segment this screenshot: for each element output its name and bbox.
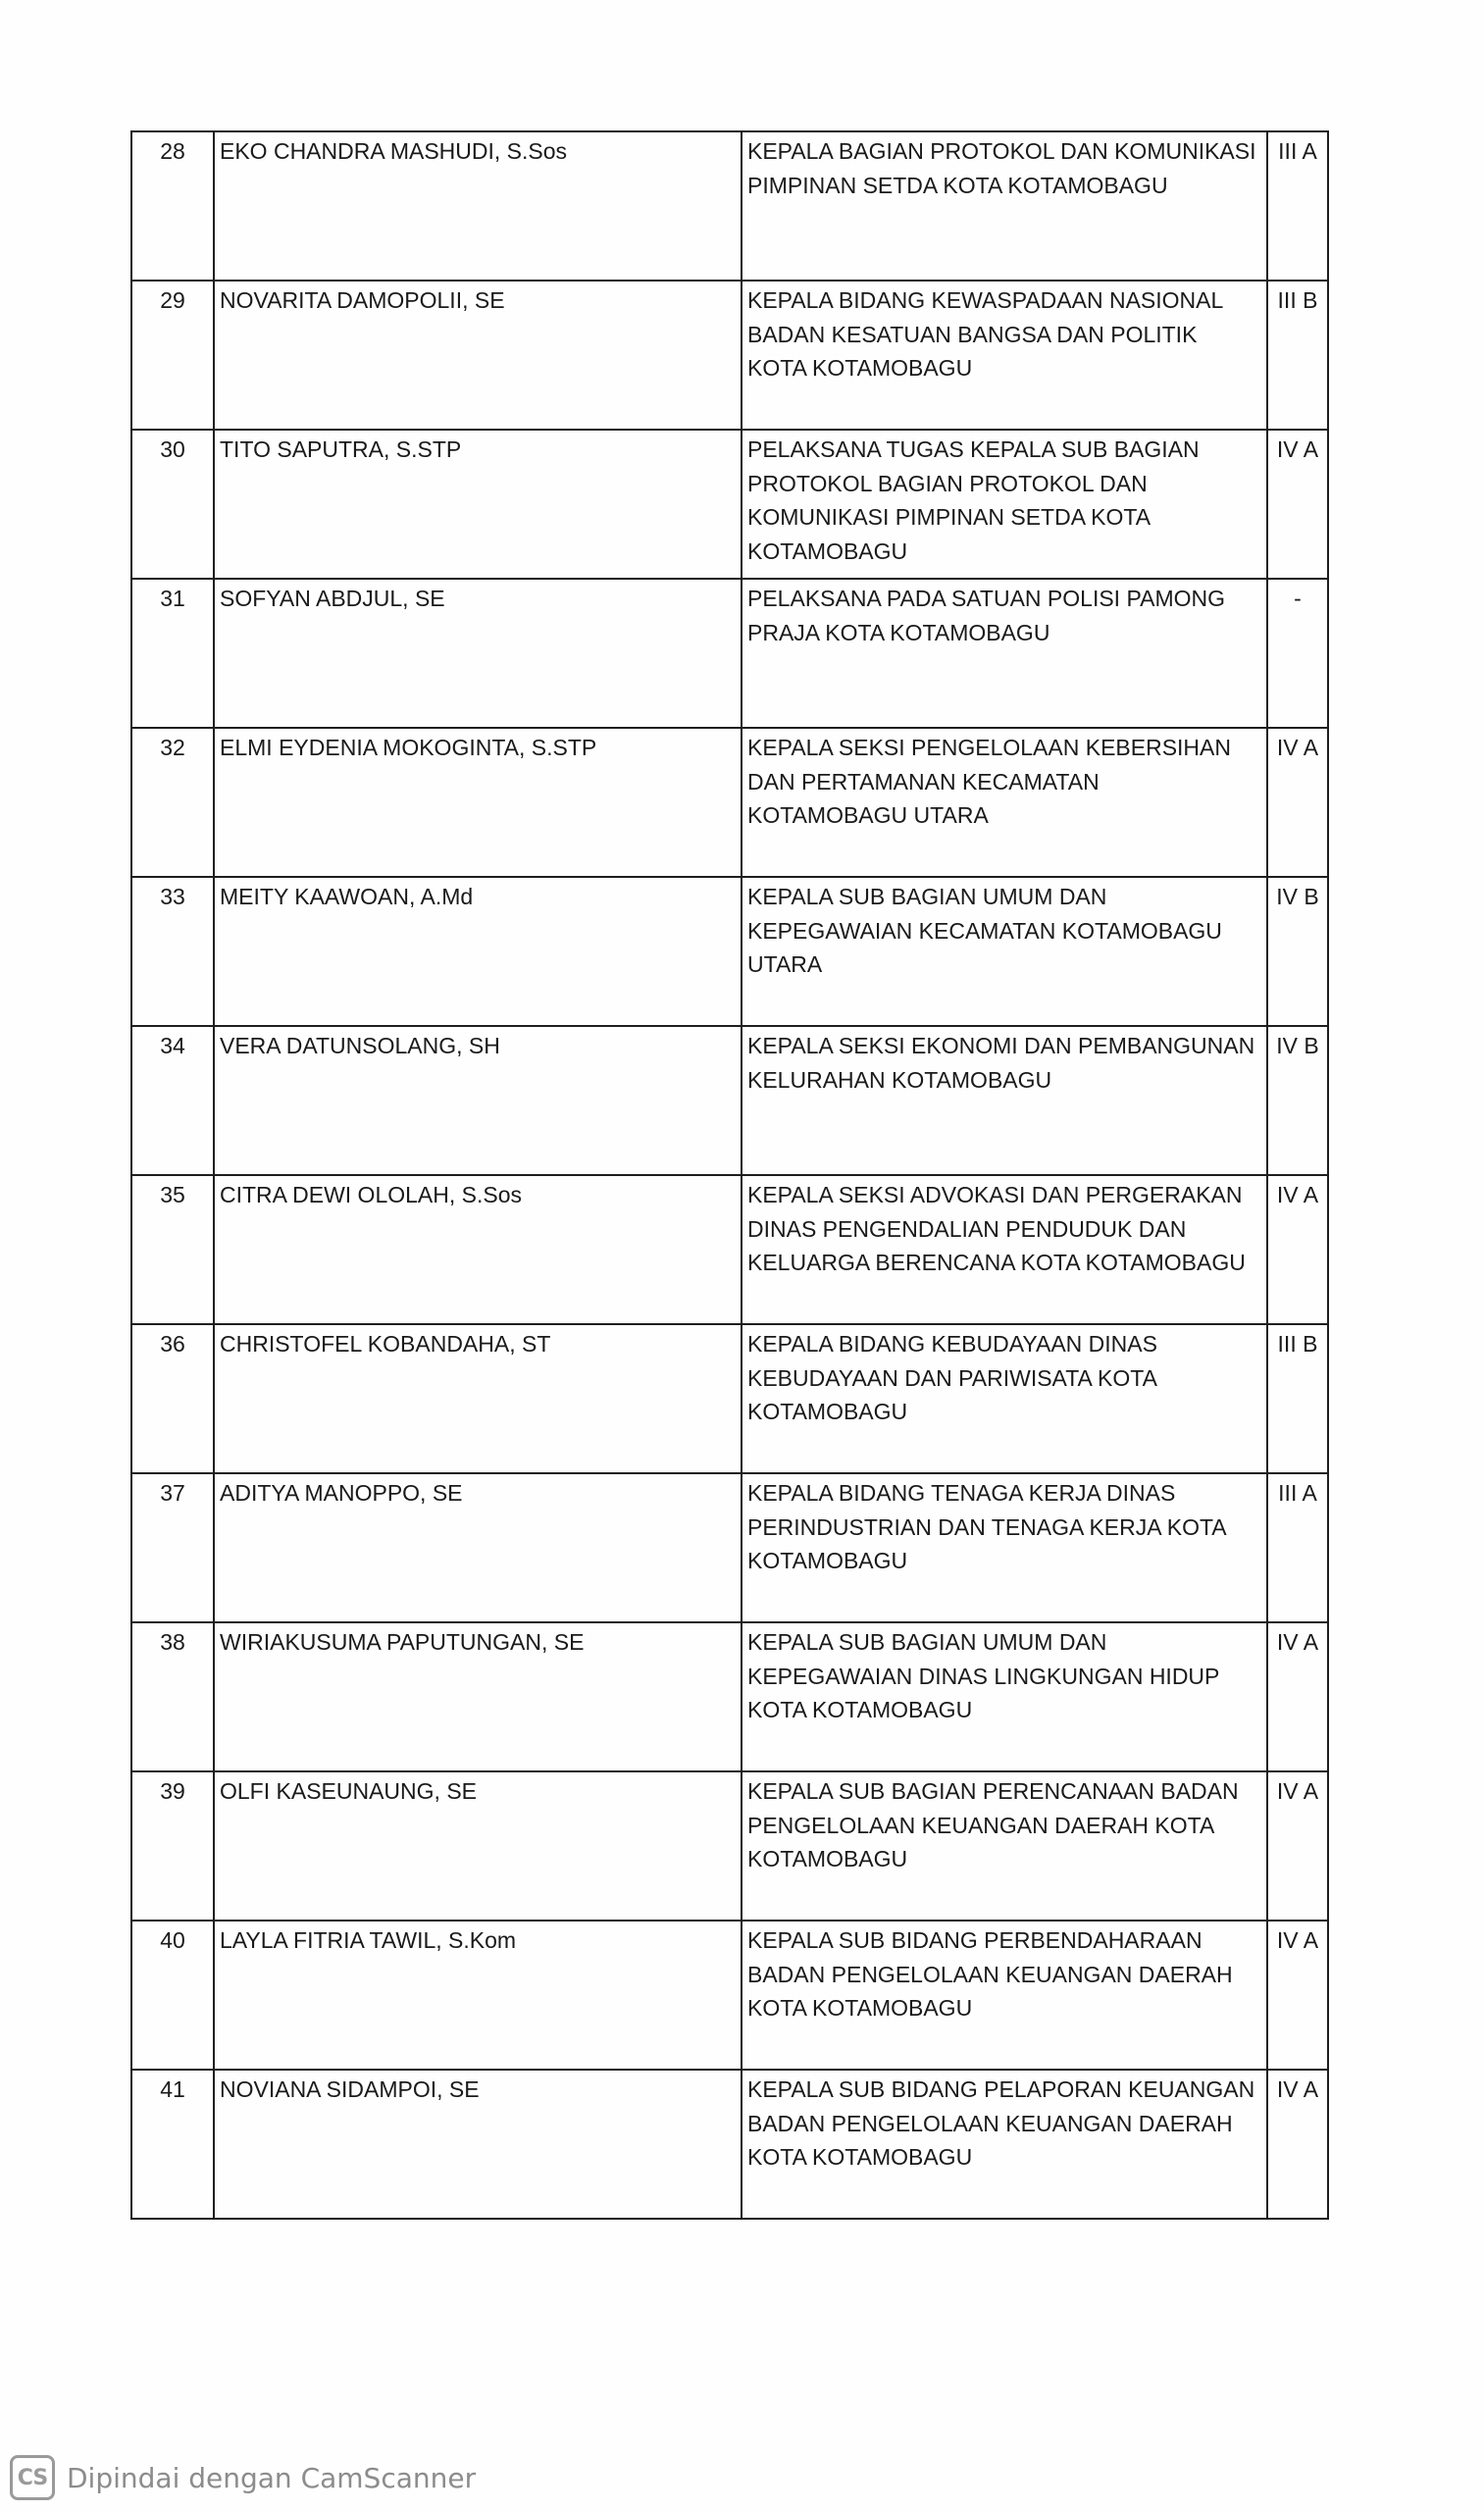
- position-title: KEPALA SUB BAGIAN UMUM DAN KEPEGAWAIAN KECAMATAN KOTAMOBAGU UTARA: [742, 877, 1267, 1026]
- employee-name: CITRA DEWI OLOLAH, S.Sos: [214, 1175, 742, 1324]
- row-number: 29: [131, 281, 214, 430]
- rank-grade: IV B: [1267, 1026, 1328, 1175]
- rank-grade: IV A: [1267, 1771, 1328, 1921]
- employee-name: EKO CHANDRA MASHUDI, S.Sos: [214, 131, 742, 281]
- rank-grade: IV A: [1267, 430, 1328, 579]
- table-row: [131, 1324, 1328, 1473]
- table-row: [131, 579, 1328, 728]
- employee-name: VERA DATUNSOLANG, SH: [214, 1026, 742, 1175]
- row-number: 38: [131, 1622, 214, 1771]
- table-row: [131, 1622, 1328, 1771]
- position-title: KEPALA BIDANG TENAGA KERJA DINAS PERINDUSTRIAN DAN TENAGA KERJA KOTA KOTAMOBAGU: [742, 1473, 1267, 1622]
- scanner-credit-text: Dipindai dengan CamScanner: [67, 2461, 477, 2494]
- employee-name: TITO SAPUTRA, S.STP: [214, 430, 742, 579]
- position-title: KEPALA BIDANG KEBUDAYAAN DINAS KEBUDAYAAN DAN PARIWISATA KOTA KOTAMOBAGU: [742, 1324, 1267, 1473]
- row-number: 28: [131, 131, 214, 281]
- position-title: KEPALA SEKSI ADVOKASI DAN PERGERAKAN DINAS PENGENDALIAN PENDUDUK DAN KELUARGA BERENCANA KOTA KOTAMOBAGU: [742, 1175, 1267, 1324]
- table-row: [131, 281, 1328, 430]
- camscanner-watermark: [10, 2450, 476, 2505]
- row-number: 41: [131, 2070, 214, 2219]
- rank-grade: III A: [1267, 131, 1328, 281]
- row-number: 37: [131, 1473, 214, 1622]
- table-row: [131, 430, 1328, 579]
- row-number: 39: [131, 1771, 214, 1921]
- rank-grade: III B: [1267, 281, 1328, 430]
- rank-grade: IV A: [1267, 1175, 1328, 1324]
- employee-name: ADITYA MANOPPO, SE: [214, 1473, 742, 1622]
- employee-name: OLFI KASEUNAUNG, SE: [214, 1771, 742, 1921]
- position-title: KEPALA BIDANG KEWASPADAAN NASIONAL BADAN KESATUAN BANGSA DAN POLITIK KOTA KOTAMOBAGU: [742, 281, 1267, 430]
- employee-name: WIRIAKUSUMA PAPUTUNGAN, SE: [214, 1622, 742, 1771]
- table-row: [131, 728, 1328, 877]
- row-number: 36: [131, 1324, 214, 1473]
- employee-name: LAYLA FITRIA TAWIL, S.Kom: [214, 1921, 742, 2070]
- row-number: 35: [131, 1175, 214, 1324]
- employee-name: ELMI EYDENIA MOKOGINTA, S.STP: [214, 728, 742, 877]
- employee-name: NOVIANA SIDAMPOI, SE: [214, 2070, 742, 2219]
- rank-grade: IV A: [1267, 2070, 1328, 2219]
- rank-grade: IV A: [1267, 728, 1328, 877]
- table-row: [131, 1771, 1328, 1921]
- employee-name: SOFYAN ABDJUL, SE: [214, 579, 742, 728]
- position-title: KEPALA SEKSI PENGELOLAAN KEBERSIHAN DAN PERTAMANAN KECAMATAN KOTAMOBAGU UTARA: [742, 728, 1267, 877]
- table-row: [131, 1026, 1328, 1175]
- rank-grade: III A: [1267, 1473, 1328, 1622]
- rank-grade: IV B: [1267, 877, 1328, 1026]
- rank-grade: -: [1267, 579, 1328, 728]
- row-number: 40: [131, 1921, 214, 2070]
- position-title: PELAKSANA TUGAS KEPALA SUB BAGIAN PROTOKOL BAGIAN PROTOKOL DAN KOMUNIKASI PIMPINAN SETDA KOTA KOTAMOBAGU: [742, 430, 1267, 579]
- table-row: [131, 1921, 1328, 2070]
- position-title: KEPALA SUB BIDANG PELAPORAN KEUANGAN BADAN PENGELOLAAN KEUANGAN DAERAH KOTA KOTAMOBAGU: [742, 2070, 1267, 2219]
- table-row: [131, 1473, 1328, 1622]
- employee-name: CHRISTOFEL KOBANDAHA, ST: [214, 1324, 742, 1473]
- table-row: [131, 131, 1328, 281]
- rank-grade: III B: [1267, 1324, 1328, 1473]
- position-title: KEPALA SEKSI EKONOMI DAN PEMBANGUNAN KELURAHAN KOTAMOBAGU: [742, 1026, 1267, 1175]
- row-number: 32: [131, 728, 214, 877]
- employee-name: NOVARITA DAMOPOLII, SE: [214, 281, 742, 430]
- position-title: PELAKSANA PADA SATUAN POLISI PAMONG PRAJA KOTA KOTAMOBAGU: [742, 579, 1267, 728]
- camscanner-logo-icon: CS: [10, 2455, 55, 2500]
- rank-grade: IV A: [1267, 1622, 1328, 1771]
- rank-grade: IV A: [1267, 1921, 1328, 2070]
- personnel-table: [130, 130, 1329, 2220]
- position-title: KEPALA SUB BAGIAN PERENCANAAN BADAN PENGELOLAAN KEUANGAN DAERAH KOTA KOTAMOBAGU: [742, 1771, 1267, 1921]
- row-number: 33: [131, 877, 214, 1026]
- employee-name: MEITY KAAWOAN, A.Md: [214, 877, 742, 1026]
- table-row: [131, 877, 1328, 1026]
- position-title: KEPALA SUB BIDANG PERBENDAHARAAN BADAN PENGELOLAAN KEUANGAN DAERAH KOTA KOTAMOBAGU: [742, 1921, 1267, 2070]
- position-title: KEPALA BAGIAN PROTOKOL DAN KOMUNIKASI PIMPINAN SETDA KOTA KOTAMOBAGU: [742, 131, 1267, 281]
- position-title: KEPALA SUB BAGIAN UMUM DAN KEPEGAWAIAN DINAS LINGKUNGAN HIDUP KOTA KOTAMOBAGU: [742, 1622, 1267, 1771]
- row-number: 30: [131, 430, 214, 579]
- row-number: 31: [131, 579, 214, 728]
- table-row: [131, 2070, 1328, 2219]
- row-number: 34: [131, 1026, 214, 1175]
- table-row: [131, 1175, 1328, 1324]
